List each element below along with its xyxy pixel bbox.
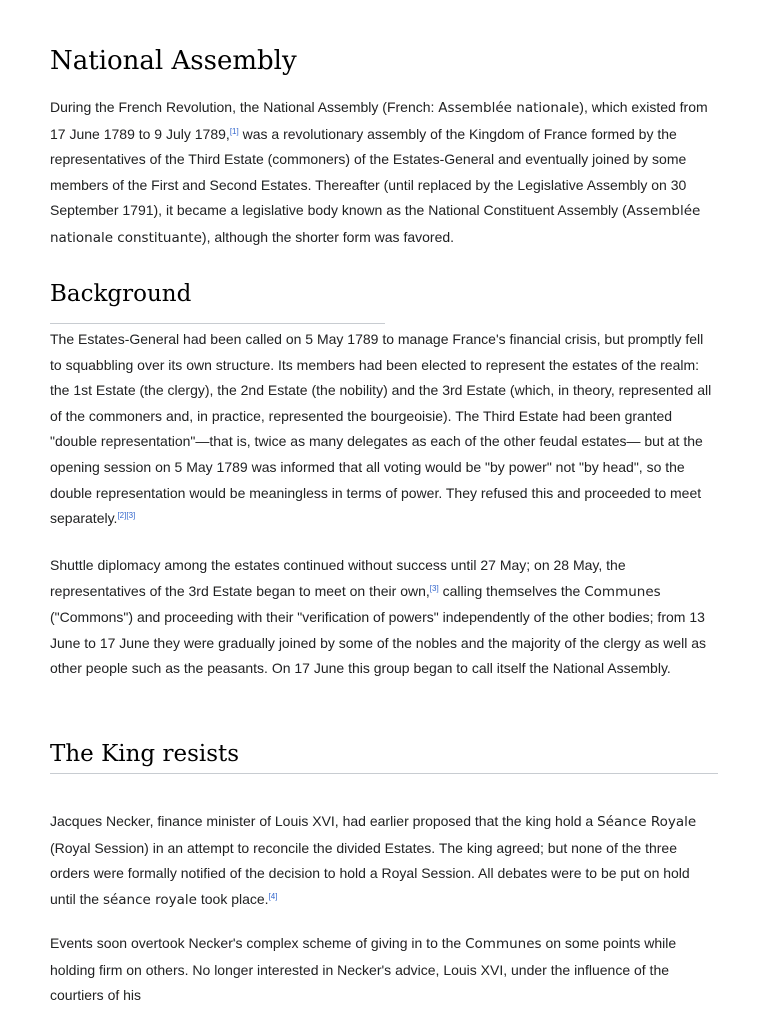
french-term-communes: Communes xyxy=(584,583,661,600)
citation-link[interactable]: [1] xyxy=(229,126,239,136)
section-heading-king-resists: The King resists xyxy=(50,741,240,767)
intro-french-term-1: Assemblée nationale xyxy=(438,100,580,116)
section-heading-background: Background xyxy=(50,281,192,307)
intro-french-term-2: Assemblée nationale constituante xyxy=(50,203,701,246)
background-text-2c: ("Commons") and proceeding with their "verification of powers" independently of the other bodies; from 13 June to 17 June they were gradually joined by some of the nobles and the majority of the clergy as well as other people such as the peasants. On 17 June this group began to call itself the National Assembly. xyxy=(50,609,707,677)
citation-link[interactable]: [4] xyxy=(268,891,278,901)
background-text-2a: Shuttle diplomacy among the estates continued without success until 27 May; on 28 May, the representatives of the 3rd Estate began to meet on their own, xyxy=(50,557,626,599)
intro-text-2: ), which existed from 17 June 1789 to 9 July 1789, xyxy=(50,99,708,142)
citation-link[interactable]: [2][3] xyxy=(117,511,136,521)
king-text-1a: Jacques Necker, finance minister of Louis XVI, had earlier proposed that the king hold a xyxy=(50,813,598,829)
king-text-1b: (Royal Session) in an attempt to reconcile the divided Estates. The king agreed; but none of the three orders were formally notified of the decision to hold a Royal Session. All debates were to be put on hold until the xyxy=(50,839,690,907)
intro-paragraph xyxy=(50,95,718,252)
intro-text-4: ), although the shorter form was favored. xyxy=(201,228,455,245)
king-resists-paragraph-1 xyxy=(50,809,718,913)
intro-text-1: During the French Revolution, the National Assembly (French: xyxy=(50,99,439,115)
background-text-2b: calling themselves the xyxy=(438,582,585,599)
king-resists-paragraph-2 xyxy=(50,931,718,1009)
page-title: National Assembly xyxy=(50,46,297,76)
background-paragraph-1 xyxy=(50,327,718,532)
background-paragraph-2 xyxy=(50,553,718,682)
french-term-communes: Communes xyxy=(465,936,542,952)
king-text-2b: on some points while holding firm on others. No longer interested in Necker's advice, Louis XVI, under the influence of the courtiers of his xyxy=(50,935,677,1004)
king-text-1c: took place. xyxy=(196,890,269,907)
king-text-2a: Events soon overtook Necker's complex scheme of giving in to the xyxy=(50,935,466,951)
intro-text-3: was a revolutionary assembly of the Kingdom of France formed by the representatives of the Third Estate (commoners) of the Estates-General and eventually joined by some members of the First and Second Estates. Thereafter (until replaced by the Legislative Assembly on 30 September 1791), it became a legislative body known as the National Constituent Assembly ( xyxy=(50,125,687,219)
background-text-1: The Estates-General had been called on 5 May 1789 to manage France's financial crisis, but promptly fell to squabbling over its own structure. Its members had been elected to represent the estates of the realm: the 1st Estate (the clergy), the 2nd Estate (the nobility) and the 3rd Estate (which, in theory, represented all of the commoners and, in practice, represented the bourgeoisie). The Third Estate had been granted "double representation"—that is, twice as many delegates as each of the other feudal estates— but at the opening session on 5 May 1789 was informed that all voting would be "by power" not "by head", so the double representation would be meaningless in terms of power. They refused this and proceeded to meet separately. xyxy=(50,331,712,527)
french-term-seance-royale: Séance Royale xyxy=(597,814,697,830)
french-term-seance-royale-lower: séance royale xyxy=(102,891,197,908)
citation-link[interactable]: [3] xyxy=(429,583,439,593)
heading-divider xyxy=(50,773,718,774)
heading-divider xyxy=(50,323,385,324)
